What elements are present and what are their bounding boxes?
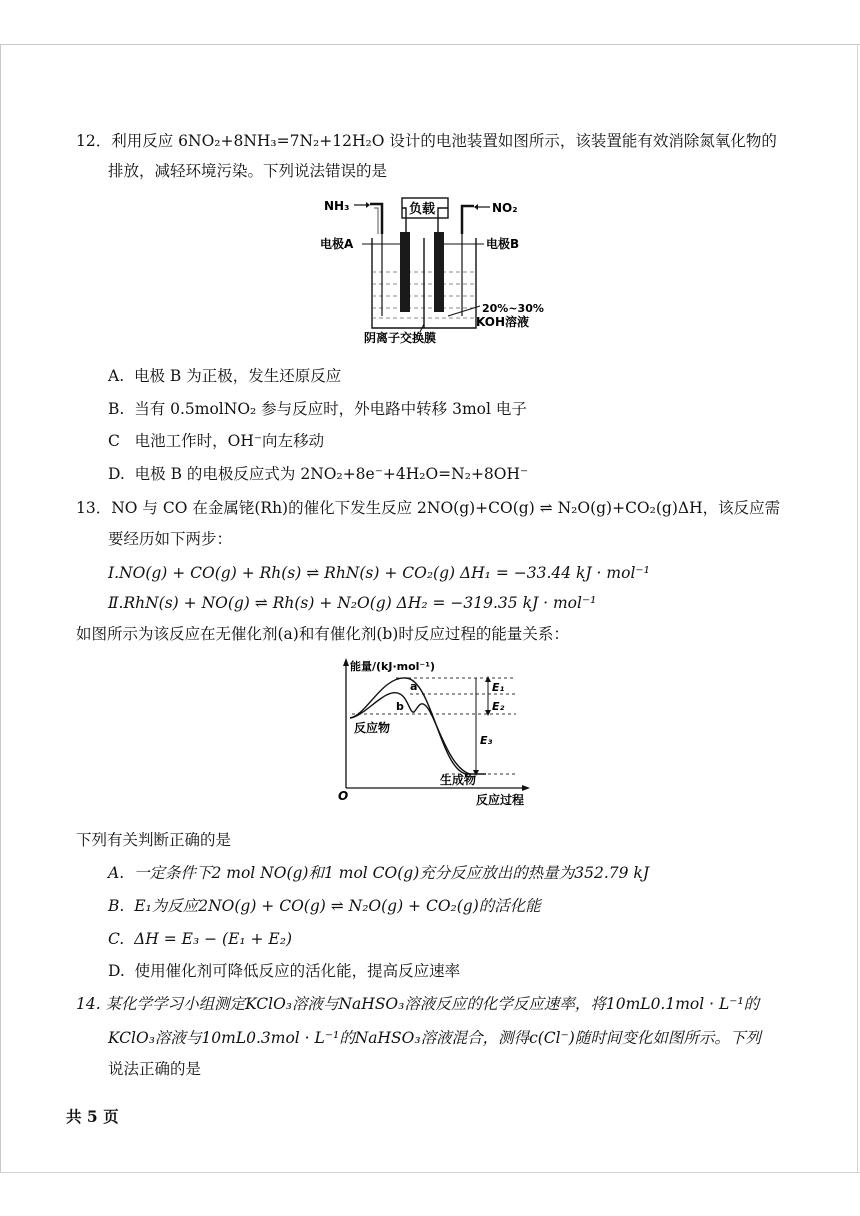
q14-stem-line2: KClO₃溶液与10mL0.3mol · L⁻¹的NaHSO₃溶液混合，测得c(Cl⁻)随时间变化如图所示。下列 — [108, 1029, 761, 1047]
q13-option-a: A. 一定条件下2 mol NO(g)和1 mol CO(g)充分反应放出的热量为352.79 kJ — [108, 864, 650, 882]
koh-conc-label: 20%~30% — [482, 302, 544, 315]
x-axis-label: 反应过程 — [476, 793, 525, 807]
koh-label: KOH溶液 — [476, 315, 530, 329]
electrode-a-label: 电极A — [320, 237, 354, 251]
electrode-b — [434, 232, 444, 312]
e2-label: E₂ — [492, 700, 505, 713]
electrode-b-label: 电极B — [486, 237, 520, 251]
q13-option-c: C. ΔH = E₃ − (E₁ + E₂) — [108, 930, 293, 948]
page-border-right — [857, 44, 858, 1172]
nh3-label: NH₃ — [324, 199, 350, 213]
no2-label: NO₂ — [492, 201, 518, 215]
q13-step2: Ⅱ.RhN(s) + NO(g) ⇌ Rh(s) + N₂O(g) ΔH₂ = −319.35 kJ · mol⁻¹ — [108, 594, 597, 612]
q13-figure-intro: 如图所示为该反应在无催化剂(a)和有催化剂(b)时反应过程的能量关系： — [76, 625, 569, 643]
q12-option-d: D. 电极 B 的电极反应式为 2NO₂+8e⁻+4H₂O=N₂+8OH⁻ — [108, 465, 529, 483]
q13-option-d: D. 使用催化剂可降低反应的活化能，提高反应速率 — [108, 962, 461, 980]
q13-stem-line2: 要经历如下两步： — [108, 530, 233, 548]
q12-option-a: A. 电极 B 为正极，发生还原反应 — [108, 367, 342, 385]
q14-stem-line3: 说法正确的是 — [108, 1060, 202, 1078]
q13-energy-diagram — [336, 658, 536, 810]
q13-question: 下列有关判断正确的是 — [76, 831, 232, 849]
load-label: 负载 — [409, 202, 436, 217]
curve-a-label: a — [410, 680, 418, 693]
y-axis-label: 能量/(kJ·mol⁻¹) — [350, 660, 436, 673]
q13-number: 13． — [76, 499, 112, 517]
e3-label: E₃ — [480, 734, 493, 747]
reactants-label: 反应物 — [354, 721, 391, 735]
products-label: 生成物 — [440, 773, 477, 787]
electrode-a — [400, 232, 410, 312]
page-count-footer: 共 5 页 — [66, 1107, 119, 1126]
q12-option-c: C 电池工作时，OH⁻向左移动 — [108, 432, 325, 450]
page-border-top — [0, 44, 860, 45]
q13-option-b: B. E₁为反应2NO(g) + CO(g) ⇌ N₂O(g) + CO₂(g)的活化能 — [108, 897, 541, 915]
q12-option-b: B. 当有 0.5molNO₂ 参与反应时，外电路中转移 3mol 电子 — [108, 400, 527, 418]
origin-label: O — [338, 789, 349, 803]
q12-stem-line2: 排放，减轻环境污染。下列说法错误的是 — [108, 162, 388, 180]
page-border-bottom — [0, 1172, 860, 1173]
page-border-left — [0, 44, 1, 1172]
q12-stem-line1: 12．利用反应 6NO₂+8NH₃=7N₂+12H₂O 设计的电池装置如图所示，该装置能有效消除氮氧化物的 — [76, 132, 777, 150]
membrane-caption: 阴离子交换膜 — [364, 331, 437, 344]
q14-stem-line1: 14. 某化学学习小组测定KClO₃溶液与NaHSO₃溶液反应的化学反应速率，将10mL0.1mol · L⁻¹的 — [76, 995, 760, 1013]
q12-number: 12． — [76, 132, 112, 150]
q13-step1: Ⅰ.NO(g) + CO(g) + Rh(s) ⇌ RhN(s) + CO₂(g) ΔH₁ = −33.44 kJ · mol⁻¹ — [108, 564, 650, 582]
q14-number: 14. — [76, 995, 101, 1013]
curve-b-label: b — [396, 700, 404, 713]
e1-label: E₁ — [492, 681, 505, 694]
q13-stem-line1: 13．NO 与 CO 在金属铑(Rh)的催化下发生反应 2NO(g)+CO(g) ⇌ N₂O(g)+CO₂(g)ΔH，该反应需 — [76, 499, 781, 517]
q12-battery-figure — [320, 192, 550, 344]
